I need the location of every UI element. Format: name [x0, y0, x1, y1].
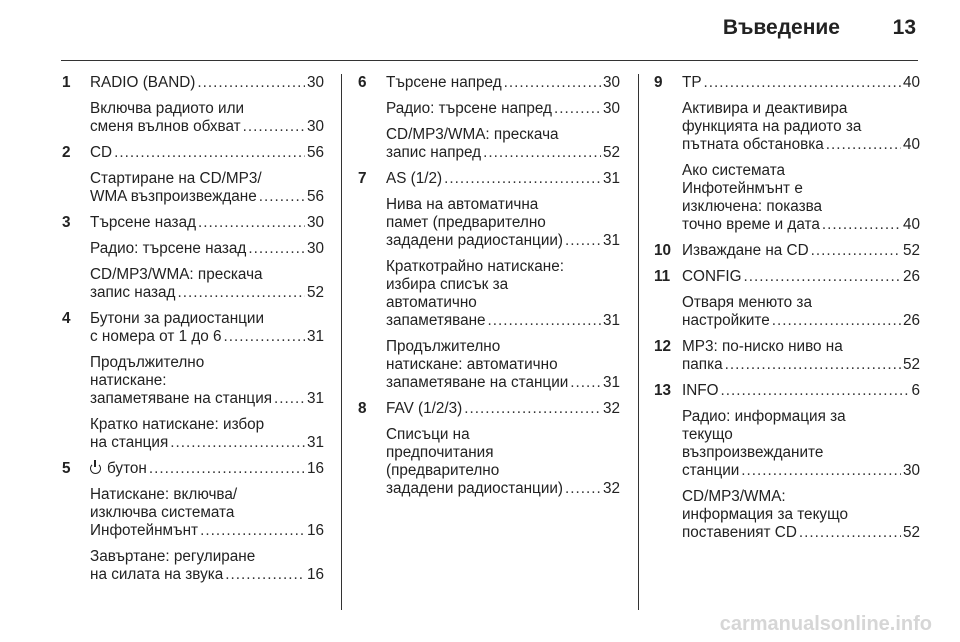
entry-label: папка — [682, 356, 723, 373]
item-number: 12 — [654, 338, 672, 355]
entry-text: възпроизвежданите — [682, 444, 824, 461]
entry-line — [386, 400, 620, 418]
index-item — [62, 74, 324, 136]
entry-text — [90, 240, 246, 258]
index-entry[interactable] — [386, 400, 620, 418]
page-ref[interactable]: 52 — [902, 356, 920, 373]
entry-label: на станция — [90, 434, 169, 451]
entry-label: поставеният CD — [682, 524, 797, 541]
entry-label: AS (1/2) — [386, 170, 443, 187]
entry-text — [90, 434, 168, 452]
index-entry[interactable] — [386, 426, 620, 498]
entry-text: MP3: по-ниско ниво на — [682, 338, 843, 355]
entry-text: Краткотрайно натискане: — [386, 258, 564, 275]
entry-text — [386, 232, 563, 250]
page-ref[interactable]: 32 — [602, 400, 620, 417]
leader-dots — [799, 524, 901, 542]
entry-line — [90, 284, 324, 302]
index-item — [62, 144, 324, 206]
entry-line — [90, 188, 324, 206]
entry-text — [682, 382, 719, 400]
index-entry[interactable] — [90, 460, 324, 478]
entry-line — [90, 390, 324, 408]
entry-text — [90, 284, 175, 302]
index-item — [654, 338, 920, 374]
entry-text — [90, 460, 147, 478]
entry-line — [386, 100, 620, 118]
page-ref[interactable]: 56 — [306, 144, 324, 161]
entry-label: станции — [682, 462, 740, 479]
item-number: 5 — [62, 460, 71, 477]
entry-text: натискане: автоматично — [386, 356, 558, 373]
entry-text: натискане: — [90, 372, 167, 389]
leader-dots — [565, 232, 601, 250]
page-ref[interactable]: 32 — [602, 480, 620, 497]
item-number: 13 — [654, 382, 672, 399]
entry-text — [386, 480, 563, 498]
index-item — [62, 460, 324, 584]
leader-dots — [177, 284, 305, 302]
item-number: 6 — [358, 74, 367, 91]
index-entry[interactable] — [90, 144, 324, 162]
watermark: carmanualsonline.info — [719, 613, 932, 635]
leader-dots — [464, 400, 601, 418]
index-entry[interactable] — [682, 100, 920, 154]
entry-text: Натискане: включва/ — [90, 486, 238, 503]
item-number: 11 — [654, 268, 671, 285]
page-ref[interactable]: 52 — [602, 144, 620, 161]
leader-dots — [224, 328, 305, 346]
entry-text: памет (предварително — [386, 214, 546, 231]
entry-text: предпочитания — [386, 444, 494, 461]
index-entry[interactable] — [682, 488, 920, 542]
entry-line — [90, 118, 324, 136]
entry-text: информация за текущо — [682, 506, 849, 523]
page-title: Въведение — [722, 16, 840, 39]
entry-line — [682, 382, 920, 400]
leader-dots — [704, 74, 901, 92]
index-entry[interactable] — [386, 196, 620, 250]
entry-text — [682, 136, 824, 154]
page-ref[interactable]: 30 — [602, 74, 620, 91]
entry-label: Инфотейнмънт — [90, 522, 199, 539]
entry-line — [90, 434, 324, 452]
entry-label: запаметяване на станция — [90, 390, 273, 407]
index-entry[interactable] — [90, 548, 324, 584]
index-entry[interactable] — [386, 74, 620, 92]
entry-label: WMA възпроизвеждане — [90, 188, 257, 205]
entry-line — [90, 522, 324, 540]
page-ref[interactable]: 31 — [602, 312, 620, 329]
entry-text: изключена: показва — [682, 198, 823, 215]
page-ref[interactable]: 30 — [902, 462, 920, 479]
entry-text: Инфотейнмънт е — [682, 180, 803, 197]
page-ref[interactable]: 31 — [602, 170, 620, 187]
page-ref[interactable]: 40 — [902, 136, 920, 153]
index-entry[interactable] — [386, 258, 620, 330]
index-entry[interactable] — [386, 170, 620, 188]
item-number: 9 — [654, 74, 663, 91]
entry-label: запис напред — [386, 144, 482, 161]
entry-text — [386, 374, 568, 392]
entry-line — [386, 170, 620, 188]
entry-line — [682, 356, 920, 374]
leader-dots — [826, 136, 901, 154]
index-item — [654, 268, 920, 330]
entry-line — [90, 566, 324, 584]
entry-text: Продължително — [90, 354, 205, 371]
entry-text — [682, 242, 809, 260]
page-ref[interactable]: 31 — [306, 390, 324, 407]
entry-text — [386, 170, 442, 188]
entry-text — [90, 390, 272, 408]
leader-dots — [772, 312, 901, 330]
entry-label: Радио: търсене назад — [90, 240, 247, 257]
entry-label: Търсене напред — [386, 74, 502, 91]
index-item — [358, 74, 620, 162]
entry-text — [682, 268, 742, 286]
entry-text — [682, 462, 739, 480]
entry-text: текущо — [682, 426, 733, 443]
page-ref[interactable]: 16 — [306, 522, 324, 539]
index-item — [654, 74, 920, 234]
leader-dots — [225, 566, 305, 584]
entry-label: с номера от 1 до 6 — [90, 328, 222, 345]
leader-dots — [170, 434, 305, 452]
leader-dots — [198, 214, 305, 232]
column-divider — [638, 74, 639, 610]
entry-label: TP — [682, 74, 702, 91]
leader-dots — [721, 382, 910, 400]
leader-dots — [200, 522, 305, 540]
entry-line — [682, 312, 920, 330]
entry-line — [682, 216, 920, 234]
entry-text: (предварително — [386, 462, 500, 479]
index-item — [358, 400, 620, 498]
item-number: 1 — [62, 74, 71, 91]
index-item — [62, 310, 324, 452]
page-ref[interactable]: 40 — [902, 74, 920, 91]
entry-text — [90, 328, 222, 346]
leader-dots — [483, 144, 601, 162]
leader-dots — [149, 460, 305, 478]
index-entry[interactable] — [90, 74, 324, 92]
page-ref[interactable]: 30 — [602, 100, 620, 117]
entry-label: Търсене назад — [90, 214, 197, 231]
index-entry[interactable] — [682, 74, 920, 92]
page-ref[interactable]: 30 — [306, 214, 324, 231]
column-2 — [358, 74, 620, 506]
leader-dots — [744, 268, 901, 286]
index-item — [654, 242, 920, 260]
entry-text: Списъци на — [386, 426, 470, 443]
entry-line — [386, 374, 620, 392]
index-entry[interactable] — [90, 240, 324, 258]
entry-text — [386, 74, 502, 92]
index-entry[interactable] — [682, 382, 920, 400]
entry-line — [682, 268, 920, 286]
leader-dots — [114, 144, 305, 162]
leader-dots — [197, 74, 305, 92]
entry-label: настройките — [682, 312, 770, 329]
page-ref[interactable]: 31 — [306, 328, 324, 345]
entry-line — [90, 460, 324, 478]
entry-text: Радио: информация за — [682, 408, 846, 425]
page-ref[interactable]: 52 — [306, 284, 324, 301]
index-entry[interactable] — [90, 416, 324, 452]
entry-text: изключва системата — [90, 504, 235, 521]
entry-text: Завъртане: регулиране — [90, 548, 256, 565]
page-ref[interactable]: 30 — [306, 118, 324, 135]
entry-line — [682, 136, 920, 154]
column-divider — [341, 74, 342, 610]
entry-line — [386, 232, 620, 250]
entry-text — [682, 312, 770, 330]
entry-label: бутон — [107, 460, 147, 477]
item-number: 10 — [654, 242, 672, 259]
entry-line — [682, 462, 920, 480]
entry-label: запис назад — [90, 284, 176, 301]
entry-line — [90, 240, 324, 258]
power-icon — [90, 463, 101, 474]
index-entry[interactable] — [682, 338, 920, 374]
entry-text — [386, 100, 552, 118]
entry-text — [90, 118, 241, 136]
index-entry[interactable] — [90, 100, 324, 136]
page-ref[interactable]: 31 — [602, 374, 620, 391]
index-item — [62, 214, 324, 302]
page-ref[interactable]: 26 — [902, 312, 920, 329]
entry-label: INFO — [682, 382, 719, 399]
index-entry[interactable] — [90, 266, 324, 302]
index-entry[interactable] — [682, 408, 920, 480]
entry-text — [90, 522, 198, 540]
entry-label: зададени радиостанции) — [386, 232, 564, 249]
entry-label: запаметяване — [386, 312, 486, 329]
entry-text: Кратко натискане: избор — [90, 416, 265, 433]
entry-label: зададени радиостанции) — [386, 480, 564, 497]
entry-line — [386, 480, 620, 498]
entry-line — [90, 214, 324, 232]
entry-line — [90, 74, 324, 92]
entry-text: Стартиране на CD/MP3/ — [90, 170, 262, 187]
entry-label: FAV (1/2/3) — [386, 400, 463, 417]
entry-label: запаметяване на станции — [386, 374, 569, 391]
entry-text: Включва радиото или — [90, 100, 245, 117]
entry-label: RADIO (BAND) — [90, 74, 196, 91]
leader-dots — [259, 188, 305, 206]
header-rule — [61, 60, 918, 61]
index-entry[interactable] — [386, 126, 620, 162]
entry-text: CD/MP3/WMA: прескача — [386, 126, 559, 143]
entry-label: точно време и дата — [682, 216, 820, 233]
entry-line — [90, 328, 324, 346]
leader-dots — [822, 216, 901, 234]
entry-line — [90, 144, 324, 162]
page-ref[interactable]: 6 — [911, 382, 920, 399]
index-entry[interactable] — [90, 214, 324, 232]
item-number: 2 — [62, 144, 71, 161]
leader-dots — [811, 242, 901, 260]
entry-text — [682, 216, 820, 234]
index-entry[interactable] — [90, 310, 324, 346]
entry-line — [386, 312, 620, 330]
page-ref[interactable]: 31 — [306, 434, 324, 451]
entry-label: CONFIG — [682, 268, 742, 285]
entry-label: Изваждане на CD — [682, 242, 809, 259]
entry-text — [682, 356, 723, 374]
entry-text: Нива на автоматична — [386, 196, 539, 213]
page-ref[interactable]: 52 — [902, 524, 920, 541]
entry-text: Бутони за радиостанции — [90, 310, 264, 327]
index-entry[interactable] — [90, 170, 324, 206]
entry-label: пътната обстановка — [682, 136, 824, 153]
entry-text — [90, 144, 112, 162]
entry-text — [386, 312, 486, 330]
page-ref[interactable]: 30 — [306, 240, 324, 257]
leader-dots — [565, 480, 601, 498]
entry-text: CD/MP3/WMA: — [682, 488, 786, 505]
index-item — [358, 170, 620, 392]
index-entry[interactable] — [90, 486, 324, 540]
index-item — [654, 382, 920, 542]
entry-text: Отваря менюто за — [682, 294, 812, 311]
index-entry[interactable] — [682, 294, 920, 330]
page-ref[interactable]: 40 — [902, 216, 920, 233]
entry-label: сменя вълнов обхват — [90, 118, 241, 135]
entry-text — [90, 566, 223, 584]
leader-dots — [504, 74, 601, 92]
column-1 — [62, 74, 324, 592]
entry-text: Активира и деактивира — [682, 100, 848, 117]
index-entry[interactable] — [682, 242, 920, 260]
page-ref[interactable]: 52 — [902, 242, 920, 259]
page-ref[interactable]: 16 — [306, 460, 324, 477]
entry-line — [682, 242, 920, 260]
page-ref[interactable]: 56 — [306, 188, 324, 205]
index-entry[interactable] — [682, 268, 920, 286]
entry-text: CD/MP3/WMA: прескача — [90, 266, 263, 283]
page-number: 13 — [892, 16, 916, 39]
index-entry[interactable] — [386, 100, 620, 118]
entry-line — [386, 74, 620, 92]
column-3 — [654, 74, 920, 550]
entry-line — [386, 144, 620, 162]
entry-text: Ако системата — [682, 162, 786, 179]
entry-line — [682, 74, 920, 92]
item-number: 8 — [358, 400, 367, 417]
entry-text — [386, 144, 481, 162]
page-ref[interactable]: 30 — [306, 74, 324, 91]
item-number: 4 — [62, 310, 71, 327]
entry-line — [682, 524, 920, 542]
index-entry[interactable] — [682, 162, 920, 234]
entry-text — [682, 524, 797, 542]
page-ref[interactable]: 31 — [602, 232, 620, 249]
entry-text: Продължително — [386, 338, 501, 355]
entry-label: CD — [90, 144, 113, 161]
page-ref[interactable]: 16 — [306, 566, 324, 583]
entry-label: на силата на звука — [90, 566, 224, 583]
leader-dots — [488, 312, 601, 330]
page-ref[interactable]: 26 — [902, 268, 920, 285]
entry-label: Радио: търсене напред — [386, 100, 552, 117]
entry-text — [90, 74, 195, 92]
item-number: 3 — [62, 214, 71, 231]
leader-dots — [554, 100, 601, 118]
entry-text: избира списък за — [386, 276, 509, 293]
leader-dots — [741, 462, 901, 480]
leader-dots — [243, 118, 305, 136]
item-number: 7 — [358, 170, 367, 187]
leader-dots — [248, 240, 305, 258]
leader-dots — [725, 356, 901, 374]
entry-text — [90, 214, 196, 232]
entry-text: автоматично — [386, 294, 477, 311]
leader-dots — [444, 170, 601, 188]
leader-dots — [570, 374, 601, 392]
entry-text — [90, 188, 257, 206]
index-entry[interactable] — [386, 338, 620, 392]
entry-text: функцията на радиото за — [682, 118, 862, 135]
leader-dots — [274, 390, 305, 408]
index-entry[interactable] — [90, 354, 324, 408]
entry-text — [386, 400, 462, 418]
entry-text — [682, 74, 702, 92]
